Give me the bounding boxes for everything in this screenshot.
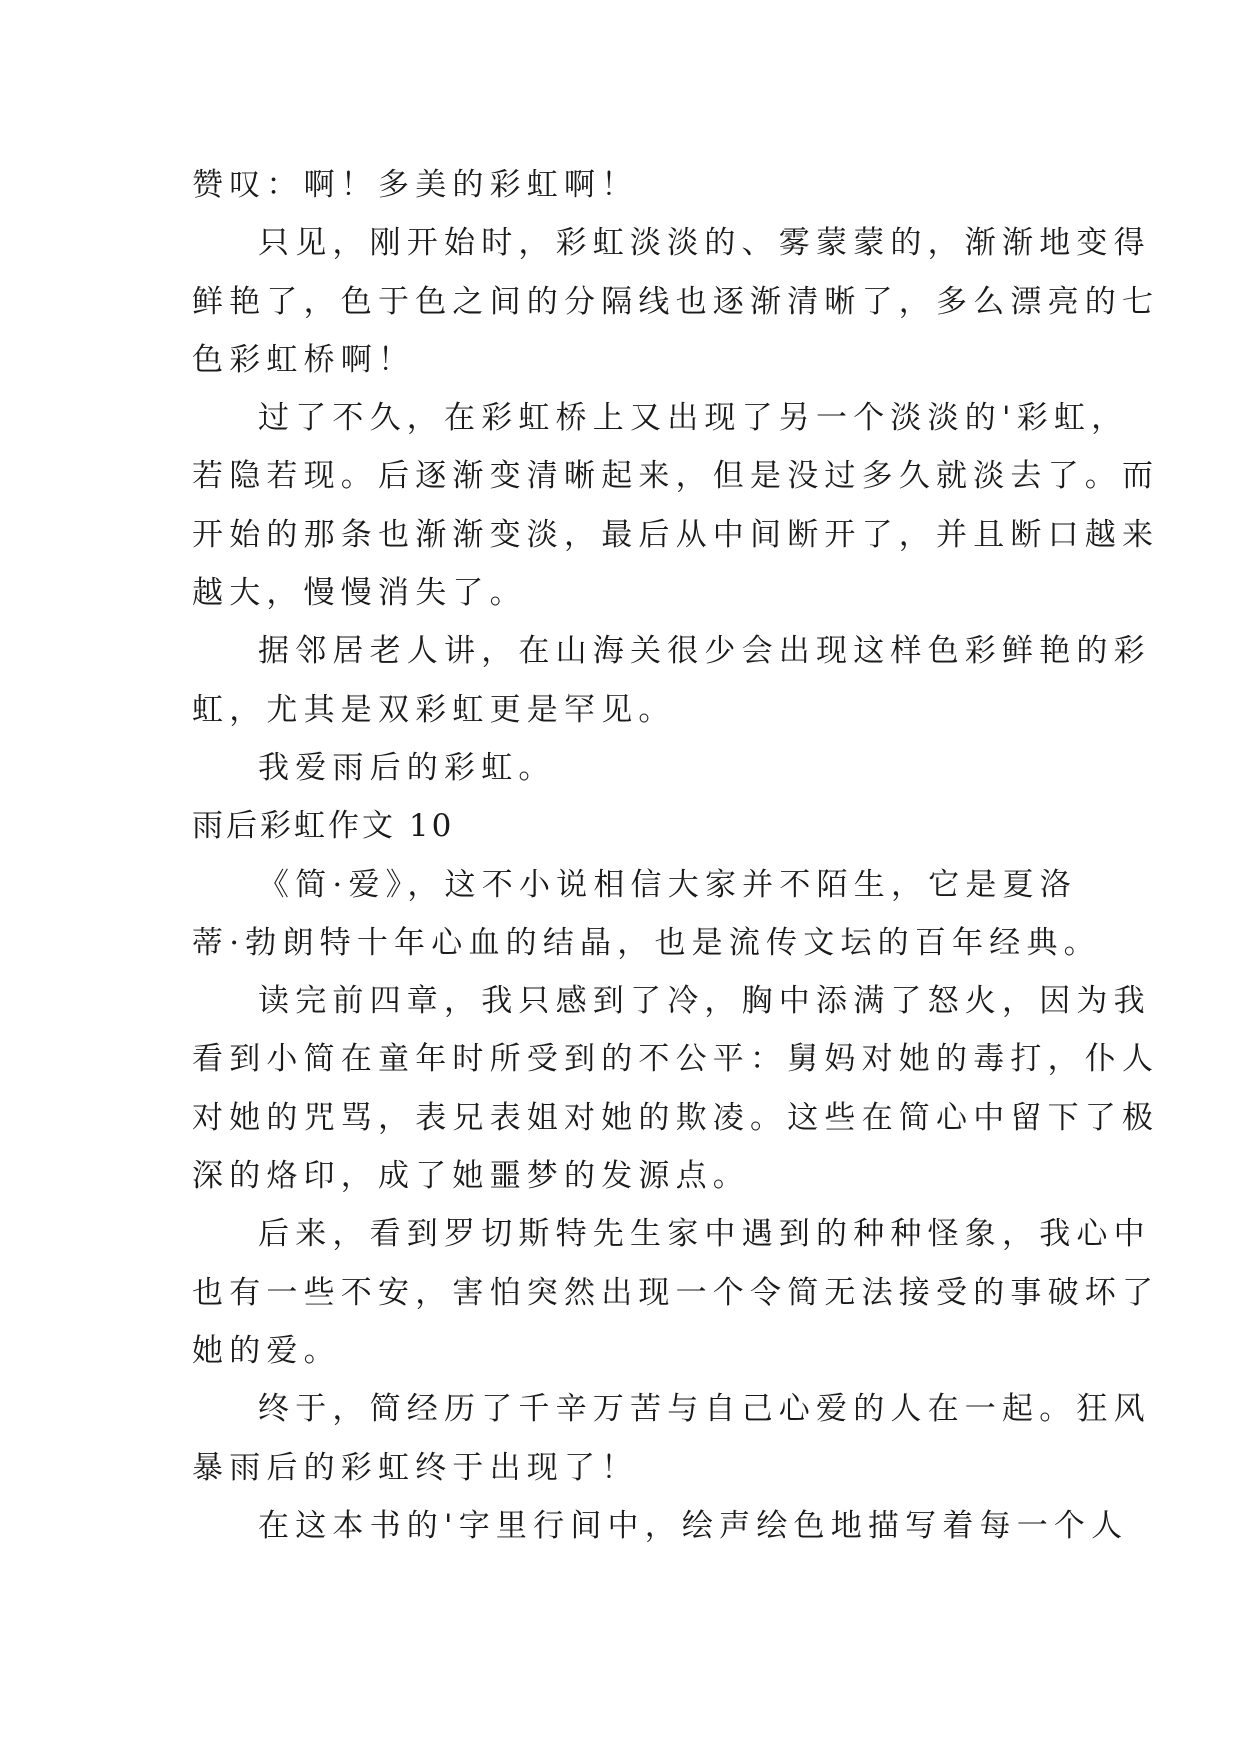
- paragraph-first-line: 在这本书的'字里行间中，绘声绘色地描写着每一个人: [258, 1507, 1129, 1544]
- text-line: 对她的咒骂，表兄表姐对她的欺凌。这些在简心中留下了极: [192, 1099, 1160, 1136]
- document-body: [192, 156, 1160, 1555]
- paragraph-first-line: 读完前四章，我只感到了冷，胸中添满了怒火，因为我: [258, 983, 1151, 1020]
- text-line: 赞叹：啊！多美的彩虹啊！: [192, 167, 639, 203]
- paragraph-first-line: 《简·爱》，这不小说相信大家并不陌生，它是夏洛: [258, 866, 1077, 903]
- text-line: 她的爱。: [192, 1332, 341, 1369]
- text-line: 色彩虹桥啊！: [192, 341, 416, 378]
- paragraph-first-line: 终于，简经历了千辛万苦与自己心爱的人在一起。狂风: [258, 1391, 1151, 1428]
- section-title: 雨后彩虹作文 10: [192, 808, 455, 845]
- text-line: 开始的那条也渐渐变淡，最后从中间断开了，并且断口越来: [192, 516, 1160, 553]
- text-line: 暴雨后的彩虹终于出现了！: [192, 1449, 639, 1486]
- text-line: 看到小简在童年时所受到的不公平：舅妈对她的毒打，仆人: [192, 1041, 1160, 1078]
- paragraph-first-line: 只见，刚开始时，彩虹淡淡的、雾蒙蒙的，渐渐地变得: [258, 225, 1151, 262]
- paragraph-first-line: 据邻居老人讲，在山海关很少会出现这样色彩鲜艳的彩: [258, 633, 1151, 670]
- text-line: 蒂·勃朗特十年心血的结晶，也是流传文坛的百年经典。: [192, 924, 1101, 961]
- paragraph-first-line: 我爱雨后的彩虹。: [258, 749, 556, 786]
- text-line: 越大，慢慢消失了。: [192, 575, 527, 612]
- text-line: 深的烙印，成了她噩梦的发源点。: [192, 1158, 750, 1195]
- text-line: 虹，尤其是双彩虹更是罕见。: [192, 691, 676, 728]
- paragraph-first-line: 后来，看到罗切斯特先生家中遇到的种种怪象，我心中: [258, 1216, 1151, 1253]
- text-line: 也有一些不安，害怕突然出现一个令简无法接受的事破坏了: [192, 1274, 1160, 1311]
- text-line: 若隐若现。后逐渐变清晰起来，但是没过多久就淡去了。而: [192, 458, 1160, 495]
- text-line: 鲜艳了，色于色之间的分隔线也逐渐清晰了，多么漂亮的七: [192, 283, 1160, 320]
- paragraph-first-line: 过了不久，在彩虹桥上又出现了另一个淡淡的'彩虹，: [258, 400, 1129, 437]
